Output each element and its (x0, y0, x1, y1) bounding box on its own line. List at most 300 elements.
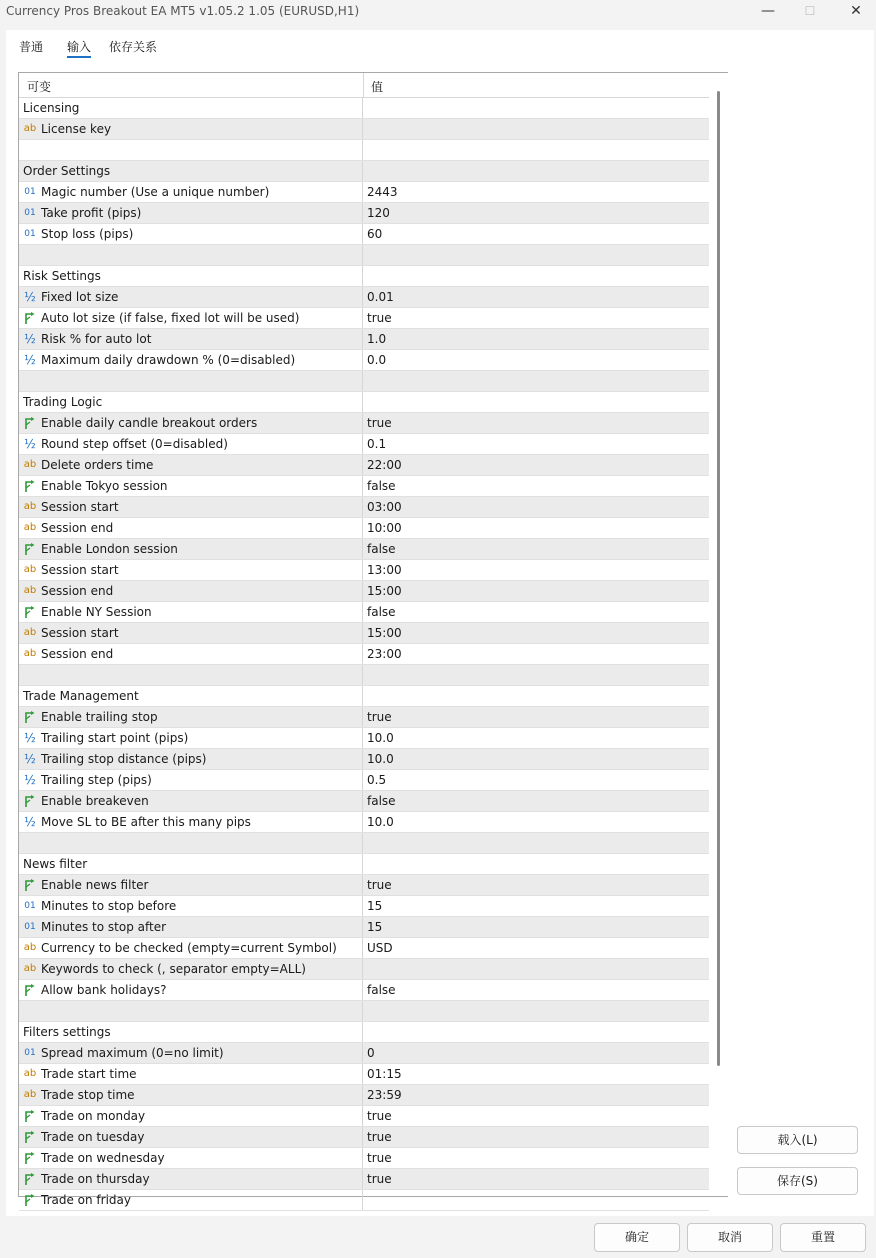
parameter-label: Minutes to stop after (41, 920, 167, 934)
parameter-row[interactable] (19, 581, 709, 602)
variable-cell[interactable] (19, 455, 363, 475)
value-cell[interactable] (364, 1148, 709, 1168)
group-label: Licensing (23, 101, 80, 115)
parameter-value[interactable]: false (367, 479, 396, 493)
parameter-value[interactable]: 0.5 (367, 773, 387, 787)
parameter-row[interactable] (19, 476, 709, 497)
value-cell[interactable] (364, 182, 709, 202)
parameter-row[interactable] (19, 749, 709, 770)
parameter-label: Minutes to stop before (41, 899, 177, 913)
variable-cell[interactable] (19, 728, 363, 748)
group-header-row[interactable] (19, 392, 709, 413)
title-bar (0, 0, 874, 24)
value-cell[interactable] (364, 875, 709, 895)
variable-cell[interactable] (19, 308, 363, 328)
parameter-label: Trailing step (pips) (41, 773, 152, 787)
parameter-value[interactable]: 60 (367, 227, 383, 241)
group-header-row[interactable] (19, 98, 709, 119)
parameter-value[interactable]: 15 (367, 920, 383, 934)
value-cell[interactable] (364, 602, 709, 622)
bool-arrow-icon (23, 605, 37, 619)
parameter-row[interactable] (19, 644, 709, 665)
parameter-row[interactable] (19, 308, 709, 329)
parameter-value[interactable]: USD (367, 941, 393, 955)
double-type-icon: ½ (24, 290, 36, 304)
variable-cell[interactable] (19, 707, 363, 727)
value-cell (364, 665, 709, 685)
value-cell[interactable] (364, 896, 709, 916)
variable-cell[interactable] (19, 854, 363, 874)
variable-cell[interactable] (19, 518, 363, 538)
parameter-value[interactable]: 2443 (367, 185, 398, 199)
value-cell[interactable] (364, 707, 709, 727)
value-cell (364, 161, 709, 181)
string-type-icon: ab (23, 1068, 37, 1079)
parameter-value[interactable]: 15:00 (367, 626, 402, 640)
value-cell[interactable] (364, 476, 709, 496)
value-cell (364, 371, 709, 391)
value-cell[interactable] (364, 203, 709, 223)
grid-rows (19, 98, 709, 1211)
parameter-label: Magic number (Use a unique number) (41, 185, 270, 199)
variable-cell[interactable] (19, 371, 363, 391)
variable-cell[interactable] (19, 497, 363, 517)
parameter-label: Trade start time (41, 1067, 137, 1081)
group-label: Filters settings (23, 1025, 111, 1039)
string-type-icon: ab (23, 648, 37, 659)
integer-type-icon: 01 (24, 187, 36, 197)
value-cell[interactable] (364, 308, 709, 328)
value-cell (364, 266, 709, 286)
value-cell[interactable] (364, 812, 709, 832)
parameter-label: Delete orders time (41, 458, 154, 472)
parameter-row[interactable] (19, 917, 709, 938)
double-type-icon: ½ (24, 332, 36, 346)
tab-inputs[interactable]: 输入 (67, 40, 92, 54)
value-cell[interactable] (364, 455, 709, 475)
string-type-icon: ab (23, 963, 37, 974)
value-cell[interactable] (364, 959, 709, 979)
minimize-button[interactable]: — (761, 3, 775, 19)
string-type-icon: ab (23, 1089, 37, 1100)
integer-type-icon: 01 (24, 208, 36, 218)
parameter-value[interactable]: 23:00 (367, 647, 402, 661)
double-type-icon: ½ (24, 437, 36, 451)
parameter-row[interactable] (19, 539, 709, 560)
bool-arrow-icon (23, 311, 37, 325)
parameter-value[interactable]: 10.0 (367, 752, 394, 766)
value-cell (364, 686, 709, 706)
parameter-value[interactable]: true (367, 416, 392, 430)
bool-arrow-icon (23, 1109, 37, 1123)
variable-cell[interactable] (19, 665, 363, 685)
parameter-value[interactable]: 03:00 (367, 500, 402, 514)
variable-cell[interactable] (19, 1085, 363, 1105)
parameter-label: Currency to be checked (empty=current Symbol) (41, 941, 337, 955)
parameter-value[interactable]: false (367, 542, 396, 556)
parameter-value[interactable]: 0.1 (367, 437, 387, 451)
variable-cell[interactable] (19, 539, 363, 559)
double-type-icon: ½ (24, 731, 36, 745)
value-cell (364, 854, 709, 874)
parameter-row[interactable] (19, 203, 709, 224)
variable-cell[interactable] (19, 329, 363, 349)
group-label: Risk Settings (23, 269, 101, 283)
parameter-value[interactable]: true (367, 1109, 392, 1123)
value-cell[interactable] (364, 1106, 709, 1126)
parameter-row[interactable] (19, 413, 709, 434)
value-cell[interactable] (364, 224, 709, 244)
variable-cell[interactable] (19, 581, 363, 601)
variable-cell[interactable] (19, 980, 363, 1000)
parameter-label: Session start (41, 563, 119, 577)
parameter-label: Session start (41, 626, 119, 640)
parameter-row[interactable] (19, 728, 709, 749)
bool-arrow-icon (23, 878, 37, 892)
variable-cell[interactable] (19, 1001, 363, 1021)
integer-type-icon: 01 (24, 901, 36, 911)
parameter-row[interactable] (19, 224, 709, 245)
string-type-icon: ab (23, 123, 37, 134)
value-cell (364, 1022, 709, 1042)
column-header-variable[interactable]: 可变 (27, 80, 52, 94)
value-cell (364, 245, 709, 265)
parameter-label: Spread maximum (0=no limit) (41, 1046, 224, 1060)
value-cell[interactable] (364, 938, 709, 958)
inputs-grid (18, 72, 728, 1207)
value-cell[interactable] (364, 1064, 709, 1084)
parameter-value[interactable]: 15:00 (367, 584, 402, 598)
value-cell (364, 98, 709, 118)
value-cell[interactable] (364, 560, 709, 580)
parameter-row[interactable] (19, 1106, 709, 1127)
parameter-label: Trade on thursday (41, 1172, 150, 1186)
column-divider[interactable] (363, 73, 364, 98)
variable-cell[interactable] (19, 1190, 363, 1210)
parameter-label: Trade stop time (41, 1088, 135, 1102)
parameter-value[interactable]: 0 (367, 1046, 375, 1060)
parameter-label: Session end (41, 521, 114, 535)
value-cell[interactable] (364, 350, 709, 370)
parameter-label: Fixed lot size (41, 290, 119, 304)
value-cell[interactable] (364, 917, 709, 937)
variable-cell[interactable] (19, 812, 363, 832)
value-cell[interactable] (364, 728, 709, 748)
bool-arrow-icon (23, 1130, 37, 1144)
variable-cell[interactable] (19, 833, 363, 853)
variable-cell[interactable] (19, 938, 363, 958)
parameter-value[interactable]: true (367, 1130, 392, 1144)
grid-header (19, 73, 709, 98)
parameter-row[interactable] (19, 875, 709, 896)
parameter-label: Enable Tokyo session (41, 479, 168, 493)
vertical-scrollbar[interactable] (710, 73, 728, 1196)
parameter-value[interactable]: 22:00 (367, 458, 402, 472)
tab-dependencies[interactable]: 依存关系 (109, 40, 158, 54)
value-cell[interactable] (364, 329, 709, 349)
parameter-value[interactable]: 13:00 (367, 563, 402, 577)
value-cell[interactable] (364, 1190, 709, 1210)
string-type-icon: ab (23, 501, 37, 512)
value-cell[interactable] (364, 791, 709, 811)
parameter-row[interactable] (19, 1064, 709, 1085)
value-cell[interactable] (364, 623, 709, 643)
integer-type-icon: 01 (24, 229, 36, 239)
parameter-row[interactable] (19, 623, 709, 644)
parameter-label: Trade on wednesday (41, 1151, 165, 1165)
parameter-value[interactable]: true (367, 710, 392, 724)
parameter-label: Maximum daily drawdown % (0=disabled) (41, 353, 296, 367)
parameter-row[interactable] (19, 329, 709, 350)
value-cell[interactable] (364, 644, 709, 664)
parameter-label: Take profit (pips) (41, 206, 142, 220)
parameter-value[interactable]: 01:15 (367, 1067, 402, 1081)
string-type-icon: ab (23, 522, 37, 533)
variable-cell[interactable] (19, 140, 363, 160)
variable-cell[interactable] (19, 770, 363, 790)
parameter-value[interactable]: 15 (367, 899, 383, 913)
variable-cell[interactable] (19, 623, 363, 643)
parameter-value[interactable]: 0.0 (367, 353, 387, 367)
parameter-label: Round step offset (0=disabled) (41, 437, 228, 451)
variable-cell[interactable] (19, 602, 363, 622)
group-label: Trading Logic (23, 395, 103, 409)
parameter-label: Allow bank holidays? (41, 983, 167, 997)
parameter-label: Trailing start point (pips) (41, 731, 189, 745)
value-cell[interactable] (364, 749, 709, 769)
parameter-label: Session end (41, 584, 114, 598)
value-cell[interactable] (364, 539, 709, 559)
parameter-label: Enable news filter (41, 878, 149, 892)
parameter-row[interactable] (19, 791, 709, 812)
variable-cell[interactable] (19, 1127, 363, 1147)
value-cell[interactable] (364, 1085, 709, 1105)
parameter-row[interactable] (19, 770, 709, 791)
parameter-row[interactable] (19, 560, 709, 581)
variable-cell[interactable] (19, 560, 363, 580)
cancel-button[interactable]: 取消 (687, 1223, 773, 1252)
blank-row[interactable] (19, 1001, 709, 1022)
maximize-button[interactable]: ☐ (804, 4, 816, 18)
load-button[interactable]: 载入(L) (737, 1126, 858, 1154)
parameter-label: Enable trailing stop (41, 710, 158, 724)
value-cell[interactable] (364, 1127, 709, 1147)
variable-cell[interactable] (19, 413, 363, 433)
parameter-label: Enable daily candle breakout orders (41, 416, 258, 430)
string-type-icon: ab (23, 942, 37, 953)
variable-cell[interactable] (19, 434, 363, 454)
integer-type-icon: 01 (24, 1048, 36, 1058)
parameter-value[interactable]: true (367, 1172, 392, 1186)
parameter-row[interactable] (19, 707, 709, 728)
parameter-label: Enable NY Session (41, 605, 152, 619)
variable-cell[interactable] (19, 266, 363, 286)
parameter-label: Trailing stop distance (pips) (41, 752, 207, 766)
parameter-row[interactable] (19, 1043, 709, 1064)
parameter-value[interactable]: 1.0 (367, 332, 387, 346)
variable-cell[interactable] (19, 1064, 363, 1084)
variable-cell[interactable] (19, 350, 363, 370)
variable-cell[interactable] (19, 203, 363, 223)
value-cell[interactable] (364, 287, 709, 307)
parameter-value[interactable]: false (367, 605, 396, 619)
parameter-value[interactable]: 10.0 (367, 731, 394, 745)
parameter-value[interactable]: true (367, 1151, 392, 1165)
parameter-row[interactable] (19, 287, 709, 308)
group-header-row[interactable] (19, 1022, 709, 1043)
parameter-label: Auto lot size (if false, fixed lot will be used) (41, 311, 300, 325)
bool-arrow-icon (23, 1193, 37, 1207)
bool-arrow-icon (23, 983, 37, 997)
parameter-row[interactable] (19, 959, 709, 980)
variable-cell[interactable] (19, 161, 363, 181)
parameter-label: Move SL to BE after this many pips (41, 815, 251, 829)
group-header-row[interactable] (19, 161, 709, 182)
close-button[interactable]: ✕ (850, 3, 862, 19)
active-tab-indicator (67, 56, 91, 58)
blank-row[interactable] (19, 245, 709, 266)
variable-cell[interactable] (19, 749, 363, 769)
value-cell[interactable] (364, 518, 709, 538)
column-header-value[interactable]: 值 (371, 80, 384, 94)
tab-common[interactable]: 普通 (19, 40, 44, 54)
parameter-row[interactable] (19, 182, 709, 203)
value-cell[interactable] (364, 119, 709, 139)
bool-arrow-icon (23, 710, 37, 724)
parameter-value[interactable]: true (367, 311, 392, 325)
group-header-row[interactable] (19, 854, 709, 875)
parameter-value[interactable]: 23:59 (367, 1088, 402, 1102)
variable-cell[interactable] (19, 98, 363, 118)
parameter-row[interactable] (19, 938, 709, 959)
value-cell[interactable] (364, 1169, 709, 1189)
blank-row[interactable] (19, 140, 709, 161)
variable-cell[interactable] (19, 287, 363, 307)
value-cell[interactable] (364, 497, 709, 517)
variable-cell[interactable] (19, 1043, 363, 1063)
parameter-label: Stop loss (pips) (41, 227, 134, 241)
parameter-row[interactable] (19, 896, 709, 917)
parameter-label: Trade on monday (41, 1109, 146, 1123)
variable-cell[interactable] (19, 392, 363, 412)
blank-row[interactable] (19, 833, 709, 854)
variable-cell[interactable] (19, 917, 363, 937)
integer-type-icon: 01 (24, 922, 36, 932)
value-cell[interactable] (364, 581, 709, 601)
variable-cell[interactable] (19, 1106, 363, 1126)
variable-cell[interactable] (19, 245, 363, 265)
bool-arrow-icon (23, 794, 37, 808)
value-cell[interactable] (364, 413, 709, 433)
parameter-label: Trade on tuesday (41, 1130, 145, 1144)
parameter-row[interactable] (19, 1169, 709, 1190)
save-button[interactable]: 保存(S) (737, 1167, 858, 1195)
blank-row[interactable] (19, 371, 709, 392)
parameter-label: Risk % for auto lot (41, 332, 152, 346)
value-cell (364, 833, 709, 853)
string-type-icon: ab (23, 459, 37, 470)
variable-cell[interactable] (19, 875, 363, 895)
parameter-row[interactable] (19, 602, 709, 623)
double-type-icon: ½ (24, 353, 36, 367)
double-type-icon: ½ (24, 815, 36, 829)
double-type-icon: ½ (24, 773, 36, 787)
bool-arrow-icon (23, 479, 37, 493)
bool-arrow-icon (23, 1172, 37, 1186)
parameter-row[interactable] (19, 980, 709, 1001)
parameter-value[interactable]: false (367, 794, 396, 808)
parameter-row[interactable] (19, 350, 709, 371)
parameter-label: Session end (41, 647, 114, 661)
variable-cell[interactable] (19, 686, 363, 706)
parameter-row[interactable] (19, 119, 709, 140)
scrollbar-thumb[interactable] (717, 91, 720, 1066)
blank-row[interactable] (19, 665, 709, 686)
parameter-value[interactable]: false (367, 983, 396, 997)
parameter-row[interactable] (19, 455, 709, 476)
variable-cell[interactable] (19, 959, 363, 979)
parameter-row[interactable] (19, 1190, 709, 1211)
variable-cell[interactable] (19, 182, 363, 202)
bool-arrow-icon (23, 1151, 37, 1165)
parameter-value[interactable]: 10.0 (367, 815, 394, 829)
variable-cell[interactable] (19, 119, 363, 139)
variable-cell[interactable] (19, 791, 363, 811)
reset-button[interactable]: 重置 (780, 1223, 866, 1252)
parameter-row[interactable] (19, 1127, 709, 1148)
group-header-row[interactable] (19, 686, 709, 707)
bool-arrow-icon (23, 416, 37, 430)
parameter-label: Enable breakeven (41, 794, 149, 808)
parameter-label: Trade on friday (41, 1193, 131, 1207)
parameter-row[interactable] (19, 518, 709, 539)
group-label: News filter (23, 857, 88, 871)
group-header-row[interactable] (19, 266, 709, 287)
variable-cell[interactable] (19, 1169, 363, 1189)
parameter-row[interactable] (19, 812, 709, 833)
value-cell[interactable] (364, 980, 709, 1000)
parameter-label: License key (41, 122, 112, 136)
parameter-value[interactable]: 120 (367, 206, 390, 220)
string-type-icon: ab (23, 585, 37, 596)
parameter-row[interactable] (19, 1085, 709, 1106)
value-cell[interactable] (364, 1043, 709, 1063)
parameter-value[interactable]: 10:00 (367, 521, 402, 535)
string-type-icon: ab (23, 564, 37, 575)
variable-cell[interactable] (19, 1148, 363, 1168)
value-cell[interactable] (364, 770, 709, 790)
value-cell[interactable] (364, 434, 709, 454)
window-title: Currency Pros Breakout EA MT5 v1.05.2 1.05 (EURUSD,H1) (6, 4, 360, 18)
group-label: Trade Management (23, 689, 139, 703)
bool-arrow-icon (23, 542, 37, 556)
parameter-row[interactable] (19, 497, 709, 518)
variable-cell[interactable] (19, 896, 363, 916)
parameter-value[interactable]: 0.01 (367, 290, 394, 304)
parameter-value[interactable]: true (367, 878, 392, 892)
parameter-row[interactable] (19, 434, 709, 455)
group-label: Order Settings (23, 164, 111, 178)
variable-cell[interactable] (19, 644, 363, 664)
parameter-row[interactable] (19, 1148, 709, 1169)
parameter-label: Enable London session (41, 542, 178, 556)
string-type-icon: ab (23, 627, 37, 638)
variable-cell[interactable] (19, 476, 363, 496)
variable-cell[interactable] (19, 1022, 363, 1042)
variable-cell[interactable] (19, 224, 363, 244)
parameter-label: Session start (41, 500, 119, 514)
ok-button[interactable]: 确定 (594, 1223, 680, 1252)
